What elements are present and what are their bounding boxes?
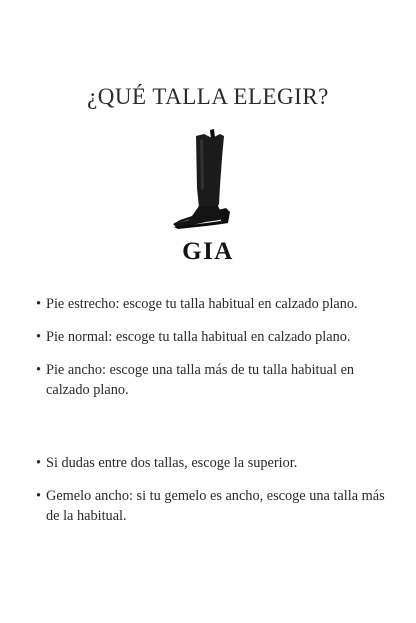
tip-narrow-foot: • Pie estrecho: escoge tu talla habitual en calzado plano. — [36, 294, 398, 314]
product-name: GIA — [182, 238, 234, 265]
tip-between-sizes: • Si dudas entre dos tallas, escoge la superior. — [36, 453, 398, 473]
tip-wide-foot: • Pie ancho: escoge una talla más de tu talla habitual en calzado plano. — [36, 360, 398, 400]
tip-normal-foot: • Pie normal: escoge tu talla habitual en calzado plano. — [36, 327, 398, 347]
tip-wide-calf: • Gemelo ancho: si tu gemelo es ancho, escoge una talla más de la habitual. — [36, 486, 398, 526]
size-tips-list — [36, 294, 398, 526]
page-title: ¿QUÉ TALLA ELEGIR? — [87, 84, 329, 109]
boot-image — [166, 128, 250, 232]
